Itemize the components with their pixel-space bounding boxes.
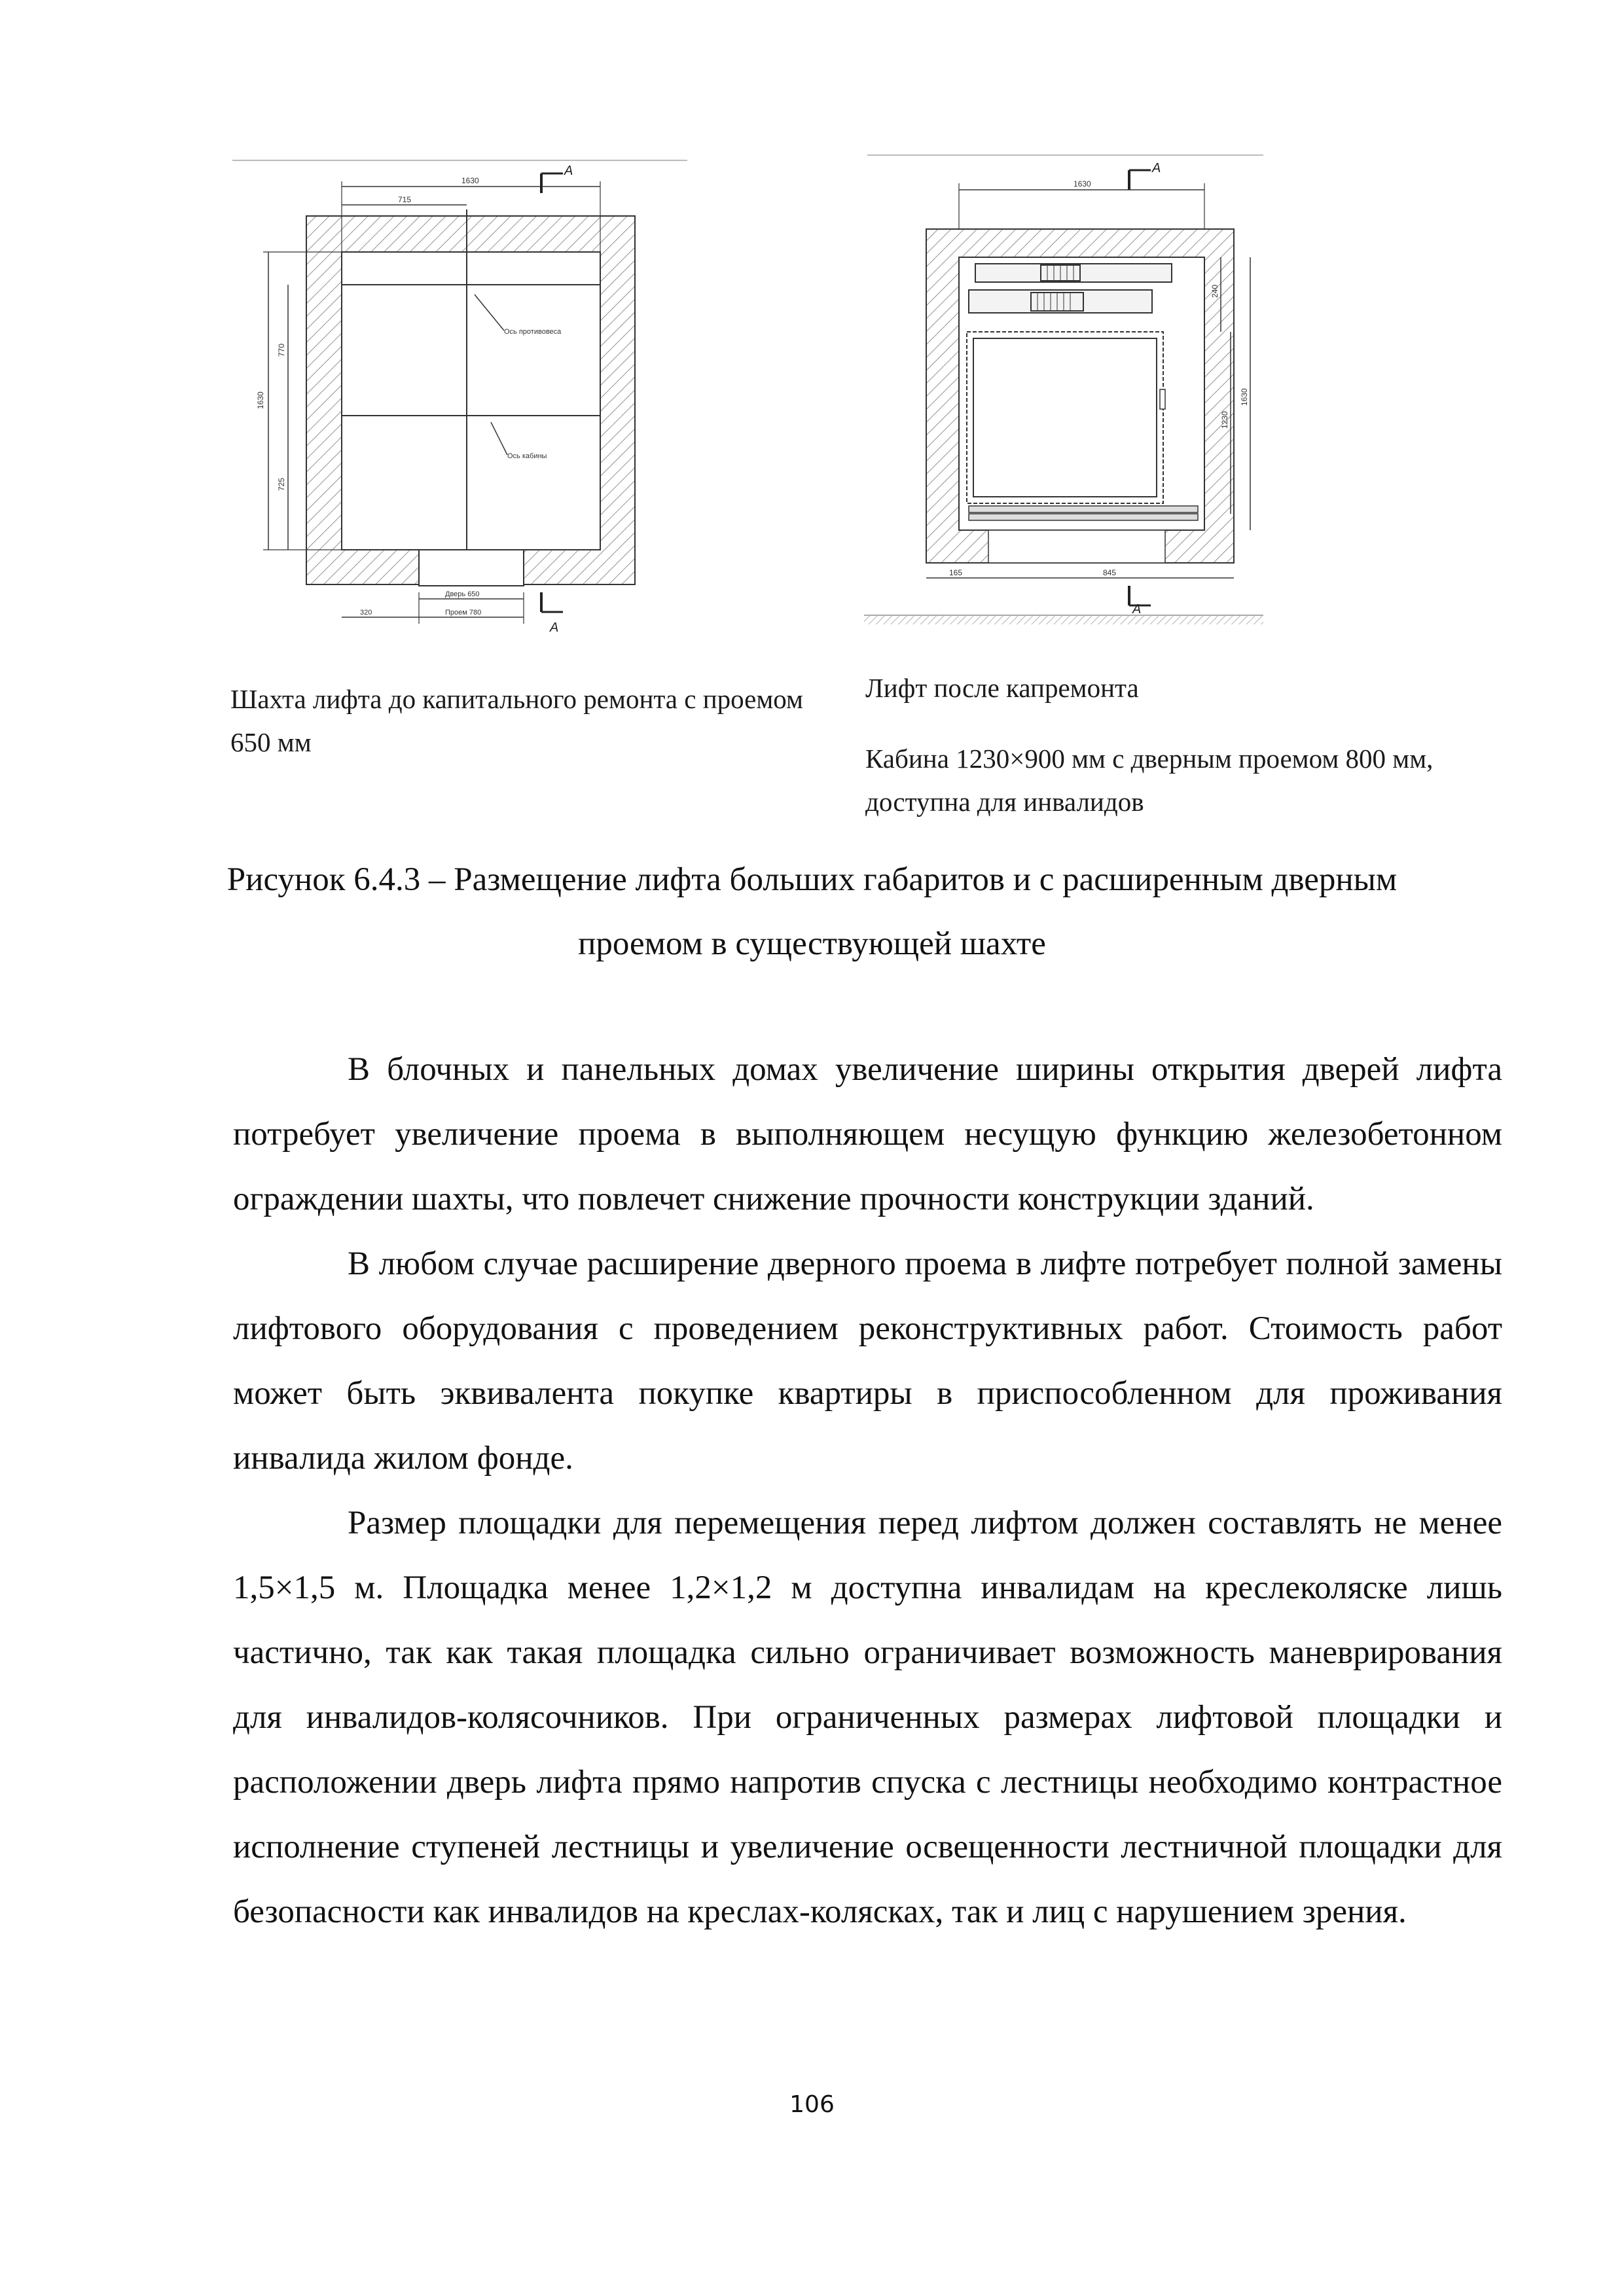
paragraph: В любом случае расширение дверного проема в лифте потребует полной замены лифтового оборудования с проведением реконструктивных работ. Стоимость работ может быть эквивалента покупке квартиры в приспособленном для проживания инвалида жилом фонде. (233, 1246, 1502, 1477)
body-text (233, 1037, 1502, 1945)
caption-before: Шахта лифта до капитального ремонта с проемом 650 мм (230, 684, 803, 757)
figure-title: Рисунок 6.4.3 – Размещение лифта больших габаритов и с расширенным дверным проемом в существующей шахте (226, 861, 1398, 962)
dim-opening: Дверь 650 (445, 590, 480, 598)
label-counterweight: Ось противовеса (504, 328, 562, 336)
dim-overall-width: 1630 (1074, 179, 1091, 188)
dim-left-offset: 165 (949, 568, 963, 577)
label-cabin-axis: Ось кабины (507, 452, 547, 460)
dim-door-width: 845 (1103, 568, 1117, 577)
dim-overall-height: 1630 (256, 391, 265, 409)
page-number: 106 (789, 2091, 835, 2118)
dim-wall-offset: Проем 780 (445, 609, 482, 617)
dim-overall-width: 1630 (461, 176, 479, 185)
section-mark-bottom: А (550, 620, 559, 635)
dim-top-height: 240 (1210, 284, 1219, 298)
caption-after-title: Лифт после капремонта (865, 673, 1139, 703)
dim-cabin-height: 1230 (1220, 411, 1229, 429)
section-mark-bottom: А (1132, 602, 1142, 617)
dim-overall-height: 1630 (1240, 388, 1249, 406)
section-mark-top: А (1152, 161, 1161, 175)
lift-after-drawing (864, 147, 1283, 645)
dim-side-offset: 320 (360, 609, 372, 617)
section-mark-top: А (564, 164, 573, 178)
paragraph: Размер площадки для перемещения перед лифтом должен составлять не менее 1,5×1,5 м. Площадка менее 1,2×1,2 м доступна инвалидам на креслеколяске лишь частично, так как такая площадка сильно ограничивает возможность маневрирования для инвалидов-колясочников. При ограниченных размерах лифтовой площадки и расположении дверь лифта прямо напротив спуска с лестницы необходимо контрастное исполнение ступеней лестницы и увеличение освещенности лестничной площадки для безопасности как инвалидов на креслах-колясках, так и лиц с нарушением зрения. (233, 1505, 1502, 1930)
caption-after-description: Кабина 1230×900 мм с дверным проемом 800 мм, доступна для инвалидов (865, 744, 1434, 817)
dim-upper-height: 770 (277, 343, 286, 357)
dim-half-width: 715 (398, 195, 412, 204)
shaft-before-drawing (229, 147, 700, 645)
paragraph: В блочных и панельных домах увеличение ширины открытия дверей лифта потребует увеличение проема в выполняющем несущую функцию железобетонном ограждении шахты, что повлечет снижение прочности конструкции зданий. (233, 1051, 1502, 1217)
dim-lower-height: 725 (277, 477, 286, 491)
